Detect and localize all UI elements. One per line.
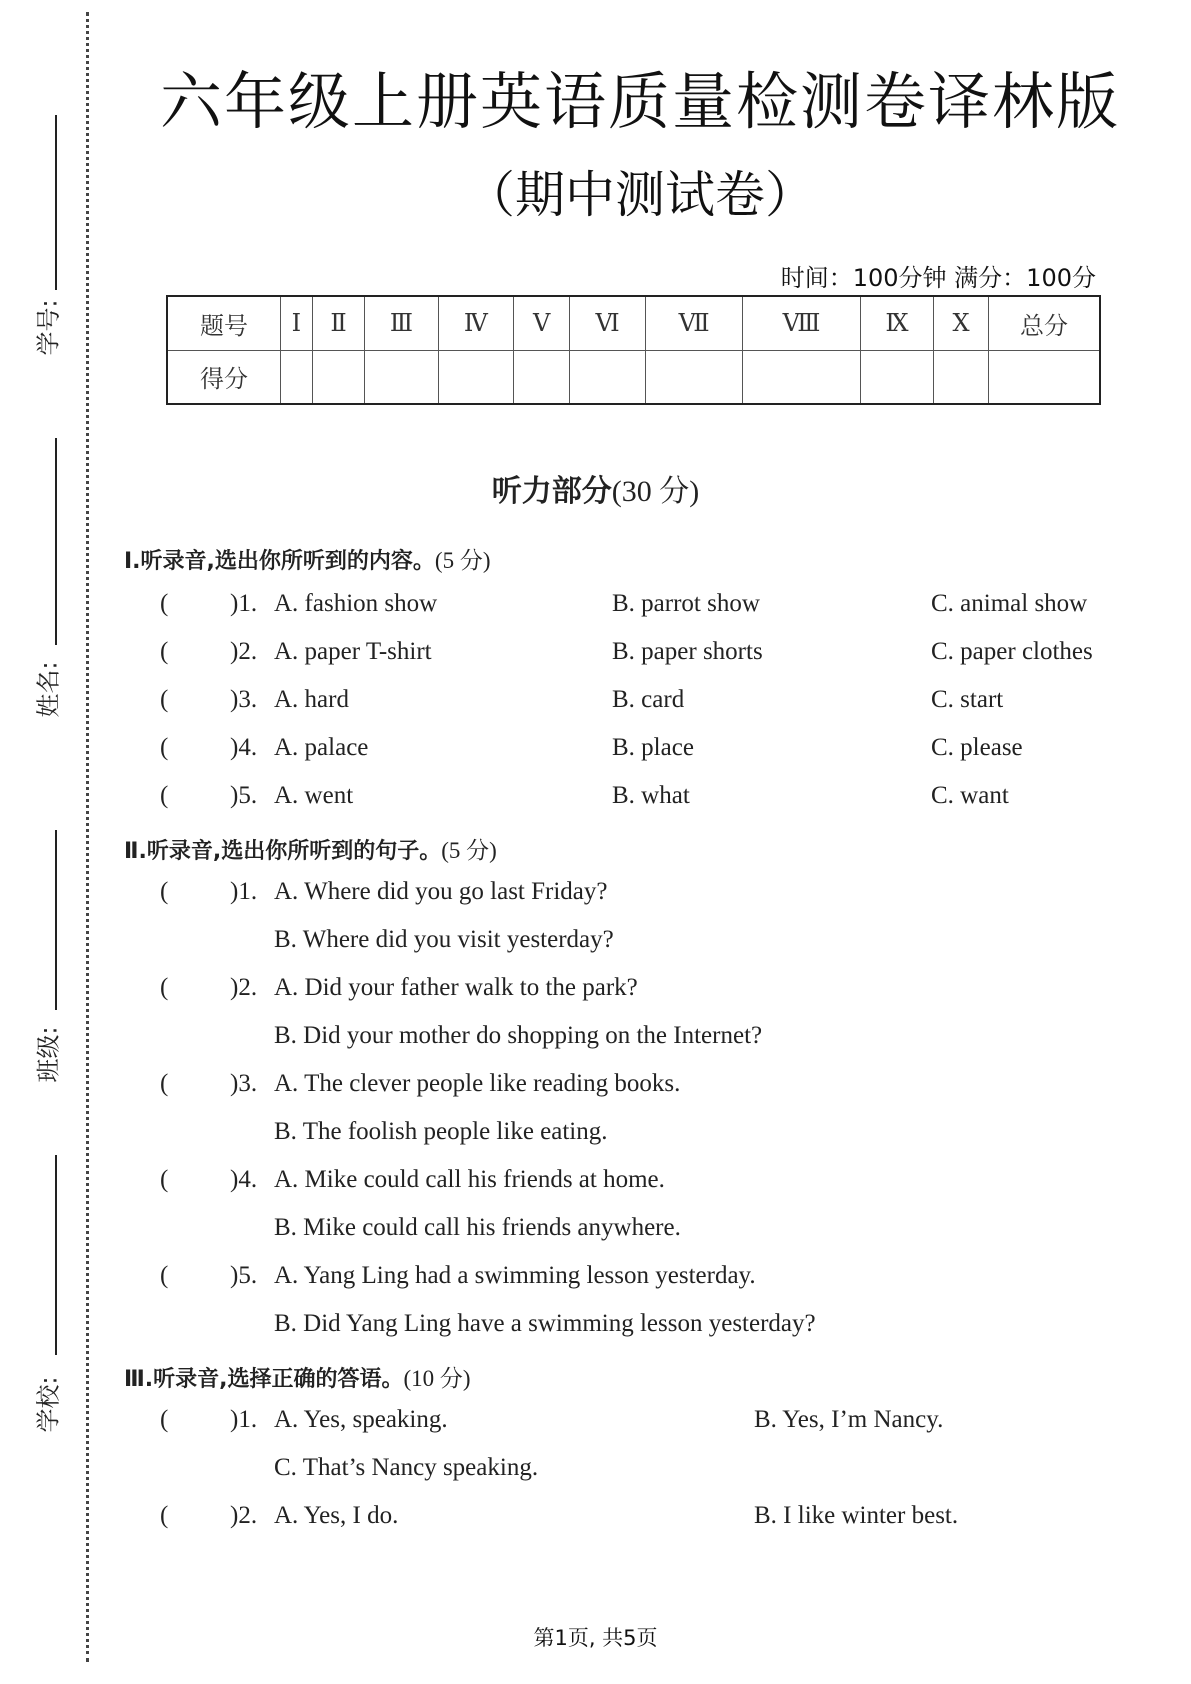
option-a: A. hard xyxy=(274,686,349,713)
exam-meta: 时间：100分钟 满分：100分 xyxy=(780,264,1096,292)
option-b: B. parrot show xyxy=(612,590,760,617)
binding-margin xyxy=(0,0,110,1684)
cut-line xyxy=(86,12,89,1662)
row-header: 得分 xyxy=(167,350,281,404)
option-b: B. Where did you visit yesterday? xyxy=(274,926,614,953)
column-header: Ⅱ xyxy=(312,296,365,350)
score-cell[interactable] xyxy=(281,350,313,404)
score-cell[interactable] xyxy=(860,350,933,404)
option-c: C. please xyxy=(931,734,1023,761)
answer-blank[interactable]: ( xyxy=(160,734,169,761)
option-b: B. Did your mother do shopping on the Internet? xyxy=(274,1022,763,1049)
score-cell[interactable] xyxy=(646,350,743,404)
option-c: C. That’s Nancy speaking. xyxy=(274,1454,539,1481)
option-a: A. Yes, speaking. xyxy=(274,1406,448,1433)
part2-points: (5 分) xyxy=(441,838,497,863)
option-b: B. The foolish people like eating. xyxy=(274,1118,608,1145)
column-header: Ⅷ xyxy=(743,296,861,350)
option-b: B. place xyxy=(612,734,694,761)
question-number: )3. xyxy=(230,686,258,713)
answer-blank[interactable]: ( xyxy=(160,878,169,905)
question-number: )2. xyxy=(230,638,258,665)
class-label: 班级: xyxy=(34,1026,63,1083)
option-b: B. what xyxy=(612,782,690,809)
answer-blank[interactable]: ( xyxy=(160,1070,169,1097)
score-row xyxy=(167,350,1100,404)
total-score-cell[interactable] xyxy=(989,350,1101,404)
option-a: A. The clever people like reading books. xyxy=(274,1070,681,1097)
column-header: Ⅹ xyxy=(934,296,989,350)
option-a: A. Where did you go last Friday? xyxy=(274,878,608,905)
answer-blank[interactable]: ( xyxy=(160,686,169,713)
part3-heading-text: Ⅲ.听录音,选择正确的答语。 xyxy=(124,1367,404,1392)
column-header: Ⅴ xyxy=(514,296,570,350)
school-fill-line xyxy=(55,1155,57,1355)
score-cell[interactable] xyxy=(934,350,989,404)
option-b: B. I like winter best. xyxy=(754,1502,959,1529)
answer-blank[interactable]: ( xyxy=(160,1502,169,1529)
part3-points: (10 分) xyxy=(403,1366,471,1391)
section-title xyxy=(0,466,1191,510)
part3-heading xyxy=(124,1360,471,1393)
part1-points: (5 分) xyxy=(434,548,491,573)
part2-heading-text: Ⅱ.听录音,选出你所听到的句子。 xyxy=(124,839,442,864)
student-id-fill-line xyxy=(55,115,57,290)
answer-blank[interactable]: ( xyxy=(160,590,169,617)
answer-blank[interactable]: ( xyxy=(160,974,169,1001)
question-number: )3. xyxy=(230,1070,258,1097)
option-a: A. fashion show xyxy=(274,590,438,617)
section-title-text: 听力部分 xyxy=(491,474,612,509)
page-indicator: 第1页, 共5页 xyxy=(533,1626,658,1650)
question-number: )4. xyxy=(230,734,258,761)
question-number: )1. xyxy=(230,1406,258,1433)
question-number-row xyxy=(167,296,1100,350)
score-cell[interactable] xyxy=(312,350,365,404)
option-a: A. Yes, I do. xyxy=(274,1502,399,1529)
page-subtitle: （期中测试卷） xyxy=(465,166,815,224)
part2-heading xyxy=(124,832,497,865)
score-cell[interactable] xyxy=(438,350,514,404)
option-a: A. palace xyxy=(274,734,369,761)
option-a: A. Did your father walk to the park? xyxy=(274,974,638,1001)
column-header: Ⅳ xyxy=(438,296,514,350)
question-number: )1. xyxy=(230,590,258,617)
column-header: Ⅵ xyxy=(569,296,645,350)
page-title: 六年级上册英语质量检测卷译林版 xyxy=(159,65,1120,138)
column-header: Ⅸ xyxy=(860,296,933,350)
section-points: (30 分) xyxy=(611,475,700,508)
score-cell[interactable] xyxy=(514,350,570,404)
student-id-label: 学号: xyxy=(34,299,63,356)
column-header: Ⅰ xyxy=(281,296,313,350)
part1-heading xyxy=(124,542,490,575)
option-c: C. want xyxy=(931,782,1009,809)
score-cell[interactable] xyxy=(569,350,645,404)
score-cell[interactable] xyxy=(365,350,438,404)
part1-heading-text: Ⅰ.听录音,选出你所听到的内容。 xyxy=(124,549,435,574)
score-cell[interactable] xyxy=(743,350,861,404)
option-a: A. went xyxy=(274,782,354,809)
answer-blank[interactable]: ( xyxy=(160,1262,169,1289)
question-number: )4. xyxy=(230,1166,258,1193)
question-number: )5. xyxy=(230,782,258,809)
option-c: C. animal show xyxy=(931,590,1088,617)
answer-blank[interactable]: ( xyxy=(160,1406,169,1433)
option-c: C. start xyxy=(931,686,1004,713)
option-b: B. Mike could call his friends anywhere. xyxy=(274,1214,681,1241)
class-fill-line xyxy=(55,830,57,1010)
column-header: Ⅶ xyxy=(646,296,743,350)
option-a: A. Mike could call his friends at home. xyxy=(274,1166,665,1193)
question-number: )2. xyxy=(230,1502,258,1529)
option-a: A. paper T-shirt xyxy=(274,638,432,665)
question-number: )5. xyxy=(230,1262,258,1289)
option-b: B. Did Yang Ling have a swimming lesson yesterday? xyxy=(274,1310,816,1337)
option-b: B. card xyxy=(612,686,685,713)
option-b: B. paper shorts xyxy=(612,638,763,665)
answer-blank[interactable]: ( xyxy=(160,782,169,809)
answer-blank[interactable]: ( xyxy=(160,1166,169,1193)
row-header: 题号 xyxy=(167,296,281,350)
school-label: 学校: xyxy=(34,1376,63,1433)
total-header: 总分 xyxy=(989,296,1101,350)
option-b: B. Yes, I’m Nancy. xyxy=(754,1406,944,1433)
question-number: )1. xyxy=(230,878,258,905)
option-c: C. paper clothes xyxy=(931,638,1093,665)
option-a: A. Yang Ling had a swimming lesson yesterday. xyxy=(274,1262,756,1289)
column-header: Ⅲ xyxy=(365,296,438,350)
name-label: 姓名: xyxy=(34,661,63,718)
score-table xyxy=(166,295,1101,405)
answer-blank[interactable]: ( xyxy=(160,638,169,665)
question-number: )2. xyxy=(230,974,258,1001)
